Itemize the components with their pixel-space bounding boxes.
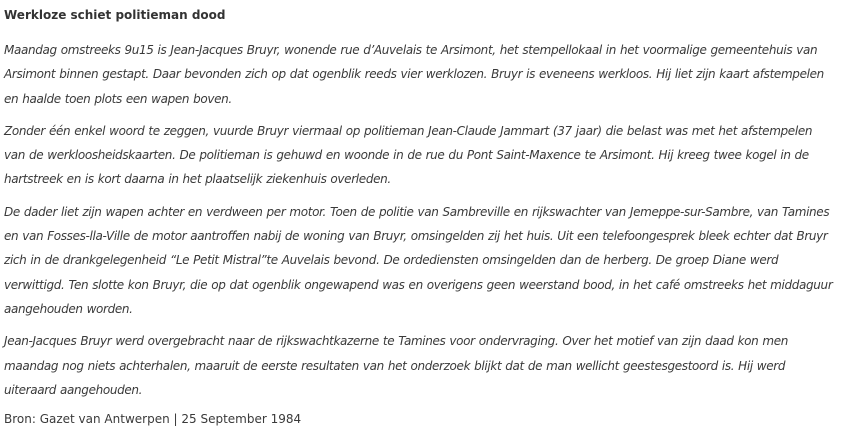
article-paragraph-2: Zonder één enkel woord te zeggen, vuurde Bruyr viermaal op politieman Jean-Claude Jammart (37 jaar) die belast was met het afstempelen van de werkloosheidskaarten. De politieman is gehuwd en woonde in de rue du Pont Saint-Maxence te Arsimont. Hij kreeg twee kogel in de hartstreek en is kort daarna in het plaatselijk ziekenhuis overleden. xyxy=(4,123,813,187)
article-paragraph-3: De dader liet zijn wapen achter en verdween per motor. Toen de politie van Sambreville en rijkswachter van Jemeppe-sur-Sambre, van Tamines en van Fosses-lla-Ville de motor aantroffen nabij de woning van Bruyr, omsingelden zij het huis. Uit een telefoongesprek bleek echter dat Bruyr zich in de drankgelegenheid “Le Petit Mistral”te Auvelais bevond. De ordediensten omsingelden dan de herberg. De groep Diane werd verwittigd. Ten slotte kon Bruyr, die op dat ogenblik ongewapend was en overigens geen weerstand bood, in het café omstreeks het middaguur aangehouden worden. xyxy=(4,204,833,316)
article-title: Werkloze schiet politieman dood xyxy=(4,8,226,22)
article-source: Bron: Gazet van Antwerpen | 25 September 1984 xyxy=(4,412,302,427)
article-paragraph-1: Maandag omstreeks 9u15 is Jean-Jacques Bruyr, wonende rue d’Auvelais te Arsimont, het stempellokaal in het voormalige gemeentehuis van Arsimont binnen gestapt. Daar bevonden zich op dat ogenblik reeds vier werklozen. Bruyr is eveneens werkloos. Hij liet zijn kaart afstempelen en haalde toen plots een wapen boven. xyxy=(4,43,824,106)
article-paragraph-4: Jean-Jacques Bruyr werd overgebracht naar de rijkswachtkazerne te Tamines voor ondervraging. Over het motief van zijn daad kon men maandag nog niets achterhalen, maaruit de eerste resultaten van het onderzoek blijkt dat de man wellicht geestesgestoord is. Hij werd uiteraard aangehouden. xyxy=(4,334,789,397)
